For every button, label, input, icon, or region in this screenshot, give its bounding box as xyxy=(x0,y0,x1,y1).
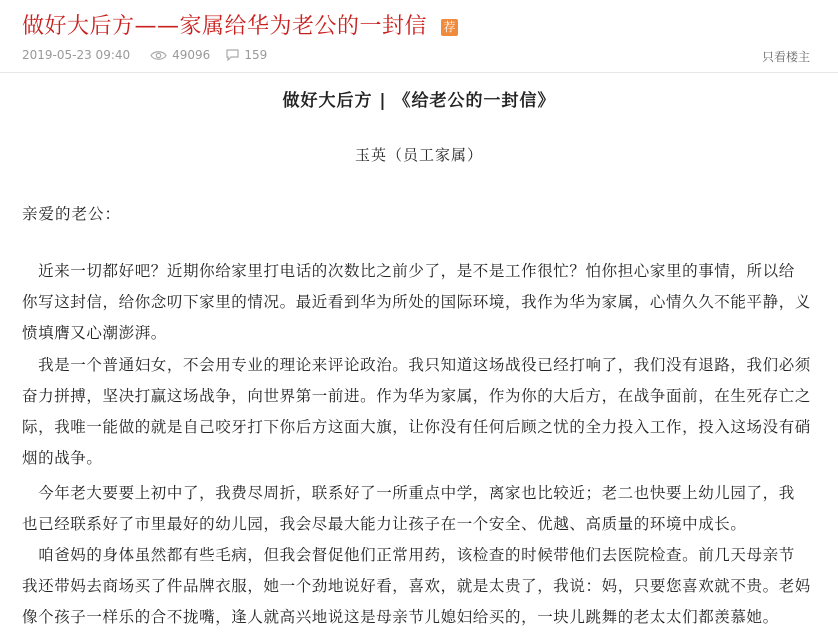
comments-value: 159 xyxy=(244,48,268,62)
post-header xyxy=(0,0,838,78)
paragraph-line: 我还带妈去商场买了件品牌衣服，她一个劲地说好看，喜欢，就是太贵了，我说：妈，只要您喜欢就不贵。老妈 xyxy=(22,577,811,595)
post-meta xyxy=(22,48,267,62)
post-title[interactable]: 做好大后方——家属给华为老公的一封信 xyxy=(22,14,428,39)
only-op-link[interactable]: 只看楼主 xyxy=(761,50,810,64)
paragraph xyxy=(22,478,812,540)
paragraph xyxy=(22,256,812,349)
paragraph-line: 际，我唯一能做的就是自己咬牙打下你后方这面大旗，让你没有任何后顾之忧的全力投入工作，投入这场没有硝 xyxy=(22,418,811,436)
views-value: 49096 xyxy=(172,48,211,62)
article-author: 玉英（员工家属） xyxy=(354,146,483,164)
letter-greeting: 亲爱的老公： xyxy=(22,205,122,223)
comment-icon xyxy=(226,49,239,61)
paragraph xyxy=(22,350,812,474)
recommended-badge: 荐 xyxy=(441,19,458,36)
paragraph-line: 也已经联系好了市里最好的幼儿园，我会尽最大能力让孩子在一个安全、优越、高质量的环境中成长。 xyxy=(22,515,747,533)
header-divider xyxy=(0,72,838,73)
paragraph-line: 像个孩子一样乐的合不拢嘴，逢人就高兴地说这是母亲节儿媳妇给买的，一块儿跳舞的老太太们都羡慕她。 xyxy=(22,608,779,626)
paragraph-line: 愤填膺又心潮澎湃。 xyxy=(22,324,167,342)
post-date: 2019-05-23 09:40 xyxy=(22,48,131,62)
paragraph-line: 奋力拼搏，坚决打赢这场战争，向世界第一前进。作为华为家属，作为你的大后方，在战争面前，在生死存亡之 xyxy=(22,387,811,405)
paragraph-line: 你写这封信，给你念叨下家里的情况。最近看到华为所处的国际环境，我作为华为家属，心情久久不能平静，义 xyxy=(22,293,811,311)
paragraph-line: 咱爸妈的身体虽然都有些毛病，但我会督促他们正常用药，该检查的时候带他们去医院检查。前几天母亲节 xyxy=(22,546,795,564)
eye-icon xyxy=(150,50,167,61)
paragraph-line: 今年老大要要上初中了，我费尽周折，联系好了一所重点中学，离家也比较近；老二也快要上幼儿园了，我 xyxy=(22,484,795,502)
paragraph xyxy=(22,540,812,633)
paragraph-line: 近来一切都好吧？近期你给家里打电话的次数比之前少了，是不是工作很忙？怕你担心家里的事情，所以给 xyxy=(22,262,795,280)
paragraph-line: 我是一个普通妇女，不会用专业的理论来评论政治。我只知道这场战役已经打响了，我们没有退路，我们必须 xyxy=(22,356,811,374)
article-title: 做好大后方 | 《给老公的一封信》 xyxy=(282,91,556,111)
comments-count xyxy=(226,48,267,62)
views-count xyxy=(150,48,210,62)
paragraph-line: 烟的战争。 xyxy=(22,449,103,467)
